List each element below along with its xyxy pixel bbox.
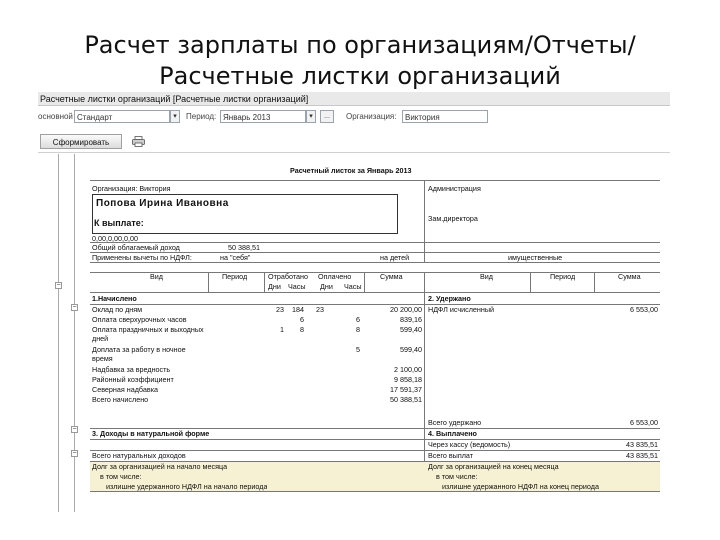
ndfl-self-label: на "себя" xyxy=(220,253,251,262)
generate-button[interactable]: Сформировать xyxy=(40,134,122,149)
grouping-gutter xyxy=(38,154,90,512)
accrual-hours: 6 xyxy=(300,315,304,324)
report-window xyxy=(38,92,670,512)
accrual-type: Оклад по дням xyxy=(92,305,143,314)
paid-out-row-value: 43 835,51 xyxy=(626,440,658,449)
window-title: Расчетные листки организаций [Расчетные листки организаций] xyxy=(38,92,670,106)
col-right-period: Период xyxy=(550,272,576,281)
accrual-row xyxy=(90,374,424,384)
accrual-hours: 184 xyxy=(292,305,304,314)
debt-end-label: Долг за организацией на конец месяца xyxy=(428,462,559,471)
taxable-income-label: Общий облагаемый доход xyxy=(92,243,180,252)
accrual-type: Северная надбавка xyxy=(92,385,159,394)
settings-label: основной xyxy=(38,112,73,121)
slip-title: Расчетный листок за Январь 2013 xyxy=(290,166,412,175)
debt-start-label: Долг за организацией на начало месяца xyxy=(92,462,228,471)
accrual-sum: 839,16 xyxy=(400,315,422,324)
accrual-pdays: 23 xyxy=(316,305,324,314)
section-accrued: 1.Начислено xyxy=(92,294,137,303)
organization-text: Организация: Виктория xyxy=(92,184,171,193)
accrual-type: Надбавка за вредность xyxy=(92,365,171,374)
withholding-type: НДФЛ исчисленный xyxy=(428,305,495,314)
col-hours-paid: Часы xyxy=(344,282,362,291)
toolbar xyxy=(38,132,670,153)
accrual-type: Всего начислено xyxy=(92,395,149,404)
collapse-toggle-icon[interactable]: − xyxy=(72,304,77,311)
accrual-sum: 599,40 xyxy=(400,325,422,334)
col-period: Период xyxy=(222,272,248,281)
accrual-hours: 8 xyxy=(300,325,304,334)
employee-name: Попова Ирина Ивановна xyxy=(96,198,229,209)
overpaid-ndfl-start: излишне удержанного НДФЛ на начало периода xyxy=(106,482,268,491)
accrual-row xyxy=(90,394,424,404)
accrual-type: Оплата сверхурочных часов xyxy=(92,315,187,324)
accrual-sum: 20 200,00 xyxy=(390,305,422,314)
accrual-phours: 5 xyxy=(356,345,360,354)
col-hours: Часы xyxy=(288,282,306,291)
paid-out-row-label: Через кассу (ведомость) xyxy=(428,440,511,449)
col-right-type: Вид xyxy=(480,272,494,281)
collapse-toggle-icon[interactable]: − xyxy=(56,282,61,289)
period-label: Период: xyxy=(186,112,217,121)
col-days-paid: Дни xyxy=(320,282,333,291)
settings-field[interactable]: Стандарт xyxy=(74,110,170,123)
paid-out-total-value: 43 835,51 xyxy=(626,451,658,460)
withheld-total-value: 6 553,00 xyxy=(630,418,658,427)
col-worked: Отработано xyxy=(268,272,309,281)
accrual-type: Районный коэффициент xyxy=(92,375,174,384)
col-days: Дни xyxy=(268,282,281,291)
accrual-row xyxy=(90,324,424,344)
organization-label: Организация: xyxy=(346,112,397,121)
accrual-phours: 8 xyxy=(356,325,360,334)
including-label-right: в том числе: xyxy=(436,472,478,481)
children-label: на детей xyxy=(380,253,410,262)
accrual-row xyxy=(90,364,424,374)
ndfl-deductions-label: Применены вычеты по НДФЛ: xyxy=(92,253,192,262)
collapse-toggle-icon[interactable]: − xyxy=(72,426,77,433)
accrual-sum: 50 388,51 xyxy=(390,395,422,404)
accruals-table xyxy=(90,304,424,434)
position-text: Зам.директора xyxy=(428,214,478,223)
accrual-sum: 9 858,18 xyxy=(394,375,422,384)
withholding-sum: 6 553,00 xyxy=(630,305,658,314)
property-label: имущественные xyxy=(508,253,563,262)
section-natural: 3. Доходы в натуральной форме xyxy=(92,429,210,438)
col-type: Вид xyxy=(150,272,164,281)
section-paid-out: 4. Выплачено xyxy=(428,429,477,438)
accrual-row xyxy=(90,344,424,364)
taxable-income-value: 50 388,51 xyxy=(228,243,260,252)
payout-value: 0,00,0,00,0,00 xyxy=(92,234,138,243)
slide-title-line-2: Расчетные листки организаций xyxy=(159,62,561,90)
collapse-toggle-icon[interactable]: − xyxy=(72,450,77,457)
withheld-total-label: Всего удержано xyxy=(428,418,482,427)
organization-field[interactable]: Виктория xyxy=(402,110,488,123)
natural-total-label: Всего натуральных доходов xyxy=(92,451,186,460)
paid-out-total-label: Всего выплат xyxy=(428,451,474,460)
department-text: Администрация xyxy=(428,184,481,193)
pay-slip-document xyxy=(90,154,670,512)
slide-title xyxy=(0,30,720,92)
accrual-sum: 599,40 xyxy=(400,345,422,354)
settings-dropdown-button[interactable]: ▾ xyxy=(170,110,180,123)
accrual-days: 1 xyxy=(280,325,284,334)
including-label-left: в том числе: xyxy=(100,472,142,481)
accrual-sum: 17 591,37 xyxy=(390,385,422,394)
printer-icon[interactable] xyxy=(132,136,145,147)
period-select-button[interactable]: ... xyxy=(320,110,334,123)
accrual-phours: 6 xyxy=(356,315,360,324)
filter-row xyxy=(38,109,670,125)
accrual-days: 23 xyxy=(276,305,284,314)
slide-title-line-1: Расчет зарплаты по организациям/Отчеты/ xyxy=(84,31,636,59)
col-paid: Оплачено xyxy=(318,272,352,281)
overpaid-ndfl-end: излишне удержанного НДФЛ на конец периода xyxy=(442,482,599,491)
accrual-row xyxy=(90,314,424,324)
accrual-type: Оплата праздничных и выходных дней xyxy=(92,325,204,343)
payout-label: К выплате: xyxy=(94,218,144,228)
col-right-sum: Сумма xyxy=(618,272,641,281)
period-dropdown-button[interactable]: ▾ xyxy=(306,110,316,123)
accrual-row xyxy=(90,304,424,314)
col-sum: Сумма xyxy=(380,272,403,281)
section-withheld: 2. Удержано xyxy=(428,294,471,303)
accrual-type: Доплата за работу в ночное время xyxy=(92,345,186,363)
period-field[interactable]: Январь 2013 xyxy=(220,110,306,123)
accrual-row xyxy=(90,384,424,394)
accrual-sum: 2 100,00 xyxy=(394,365,422,374)
